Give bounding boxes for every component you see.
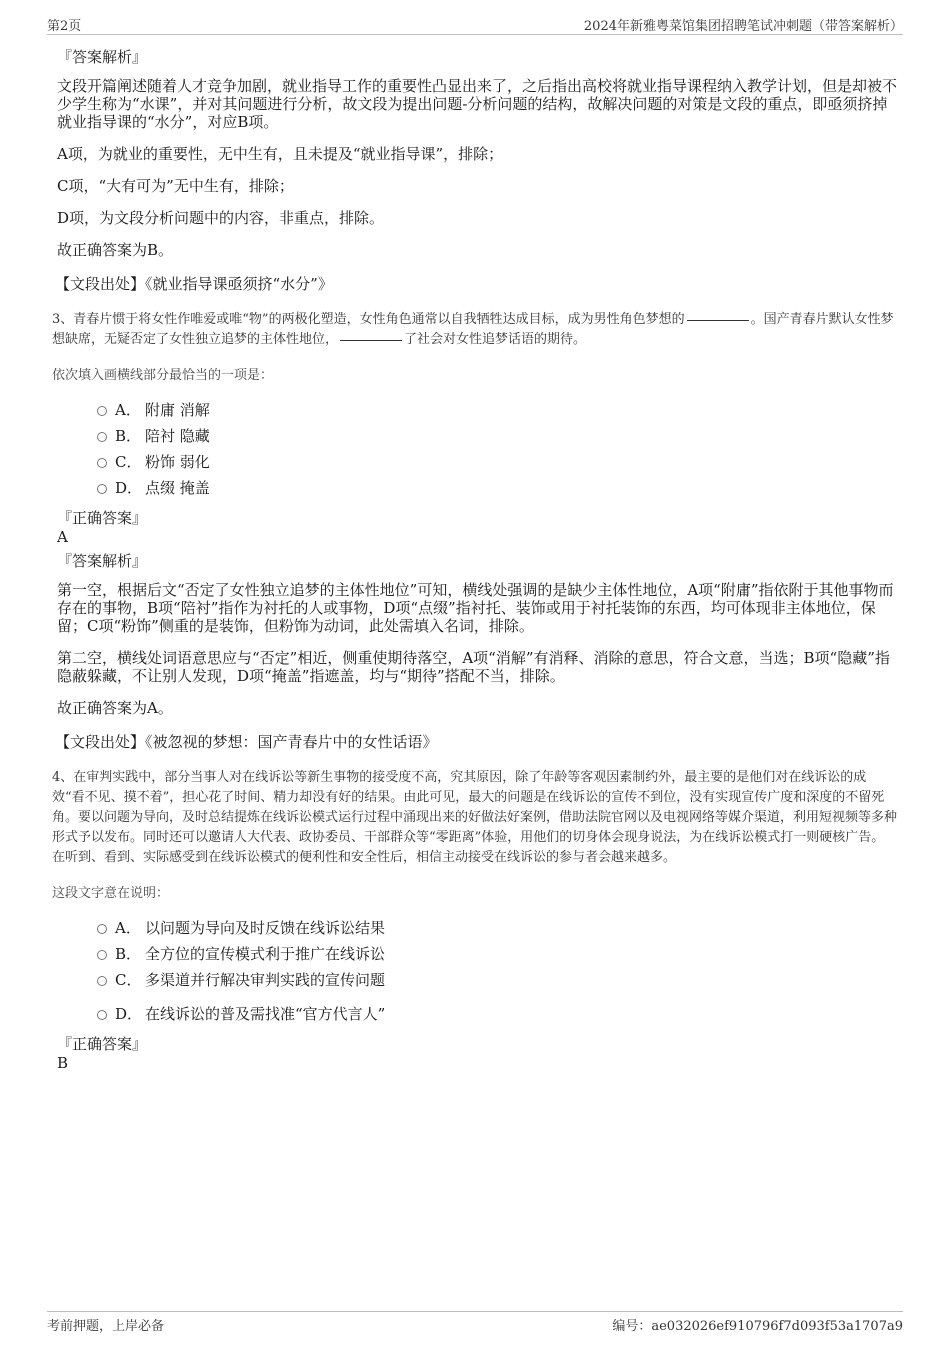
q3-correct-label: 『正确答案』: [57, 509, 148, 527]
q3-blank-1: [687, 320, 749, 321]
q3-source: 【文段出处】《被忽视的梦想：国产青春片中的女性话语》: [55, 733, 438, 751]
option-text: 粉饰 弱化: [145, 453, 210, 471]
q2-analysis-paragraph: A项，为就业的重要性，无中生有，且未提及“就业指导课”，排除；: [57, 145, 504, 163]
footer-slogan: 考前押题，上岸必备: [47, 1319, 165, 1334]
page-number: 第2页: [47, 19, 82, 34]
option-text: 以问题为导向及时反馈在线诉讼结果: [145, 919, 386, 937]
q4-option-a[interactable]: [97, 915, 897, 941]
q4-options: [97, 915, 897, 1027]
option-text: 在线诉讼的普及需找准“官方代言人”: [145, 1005, 386, 1023]
option-key: C．: [115, 453, 142, 471]
option-text: 多渠道并行解决审判实践的宣传问题: [145, 971, 386, 989]
q3-text-part: 3、青春片惯于将女性作唯爱或唯“物”的两极化塑造，女性角色通常以自我牺牲达成目标，成为男性角色梦想的: [52, 312, 685, 327]
option-text: 全方位的宣传模式利于推广在线诉讼: [145, 945, 386, 963]
page-header: [47, 14, 903, 35]
q4-option-d[interactable]: [97, 1001, 897, 1027]
document-body: [52, 46, 898, 1076]
q2-source: 【文段出处】《就业指导课亟须挤“水分”》: [55, 275, 333, 293]
option-text: 附庸 消解: [145, 401, 210, 419]
option-key: B．: [115, 945, 142, 963]
q3-question-text: [52, 310, 897, 350]
q3-conclusion: 故正确答案为A。: [57, 699, 173, 717]
option-key: A．: [115, 919, 141, 937]
document-title: 2024年新雅粤菜馆集团招聘笔试冲刺题（带答案解析）: [583, 19, 903, 34]
radio-icon[interactable]: [97, 458, 107, 468]
q3-blank-2: [340, 340, 402, 341]
q3-analysis-paragraph: 第一空，根据后文“否定了女性独立追梦的主体性地位”可知，横线处强调的是缺少主体性地位，A项“附庸”指依附于其他事物而存在的事物，B项“陪衬”指作为衬托的人或事物，D项“点缀”指衬托、装饰或用于衬托装饰的东西，均可体现非主体地位，保留；C项“粉饰”侧重的是装饰，但粉饰为动词，此处需填入名词，排除。: [57, 581, 894, 635]
document-code: 编号：ae032026ef910796f7d093f53a1707a9: [612, 1319, 903, 1334]
radio-icon[interactable]: [97, 950, 107, 960]
q3-text-part: 。国产青春片默认女性梦想缺席，无疑否定了女性独立追梦的主体性地位，: [52, 312, 894, 347]
q3-option-c[interactable]: [97, 449, 897, 475]
option-key: D．: [115, 479, 143, 497]
q2-analysis-paragraph: 文段开篇阐述随着人才竞争加剧，就业指导工作的重要性凸显出来了，之后指出高校将就业指导课程纳入教学计划，但是却被不少学生称为“水课”，并对其问题进行分析，故文段为提出问题-分析问题的结构，故解决问题的对策是文段的重点，即亟须挤掉就业指导课的“水分”，对应B项。: [57, 77, 898, 131]
q4-option-b[interactable]: [97, 941, 897, 967]
radio-icon[interactable]: [97, 976, 107, 986]
q3-text-part: 了社会对女性追梦话语的期待。: [404, 332, 587, 347]
q3-correct-answer: A: [57, 528, 68, 546]
option-key: C．: [115, 971, 142, 989]
q4-prompt: 这段文字意在说明：: [52, 886, 170, 901]
option-text: 陪衬 隐藏: [145, 427, 210, 445]
option-text: 点缀 掩盖: [145, 479, 210, 497]
q4-option-c[interactable]: [97, 967, 897, 993]
q2-conclusion: 故正确答案为B。: [57, 241, 174, 259]
radio-icon[interactable]: [97, 1010, 107, 1020]
q3-prompt: 依次填入画横线部分最恰当的一项是：: [52, 368, 274, 383]
radio-icon[interactable]: [97, 484, 107, 494]
option-key: A．: [115, 401, 141, 419]
option-key: B．: [115, 427, 142, 445]
option-key: D．: [115, 1005, 143, 1023]
q3-option-d[interactable]: [97, 475, 897, 501]
radio-icon[interactable]: [97, 924, 107, 934]
radio-icon[interactable]: [97, 406, 107, 416]
q3-analysis-label: 『答案解析』: [57, 552, 148, 570]
page-footer: [47, 1311, 903, 1336]
q2-analysis-paragraph: C项，“大有可为”无中生有，排除；: [57, 177, 294, 195]
q3-option-b[interactable]: [97, 423, 897, 449]
q4-question-text: 4、在审判实践中，部分当事人对在线诉讼等新生事物的接受度不高，究其原因，除了年龄等客观因素制约外，最主要的是他们对在线诉讼的成效“看不见、摸不着”，担心花了时间、精力却没有好的结果。由此可见，最大的问题是在线诉讼的宣传不到位，没有实现宣传广度和深度的不留死角。要以问题为导向，及时总结提炼在线诉讼模式运行过程中涌现出来的好做法好案例，借助法院官网以及电视网络等媒介渠道，利用短视频等多种形式予以发布。同时还可以邀请人大代表、政协委员、干部群众等“零距离”体验，用他们的切身体会现身说法，为在线诉讼模式打一则硬核广告。在听到、看到、实际感受到在线诉讼模式的便利性和安全性后，相信主动接受在线诉讼的参与者会越来越多。: [52, 770, 898, 865]
q2-analysis-label: 『答案解析』: [57, 48, 148, 66]
q4-correct-label: 『正确答案』: [57, 1035, 148, 1053]
q3-analysis-paragraph: 第二空，横线处词语意思应与“否定”相近，侧重使期待落空，A项“消解”有消释、消除的意思，符合文意，当选；B项“隐藏”指隐蔽躲藏，不让别人发现，D项“掩盖”指遮盖，均与“期待”搭配不当，排除。: [57, 649, 890, 685]
q3-option-a[interactable]: [97, 397, 897, 423]
q4-correct-answer: B: [57, 1054, 69, 1072]
q3-options: [97, 397, 897, 501]
q2-analysis-paragraph: D项，为文段分析问题中的内容，非重点，排除。: [57, 209, 385, 227]
radio-icon[interactable]: [97, 432, 107, 442]
